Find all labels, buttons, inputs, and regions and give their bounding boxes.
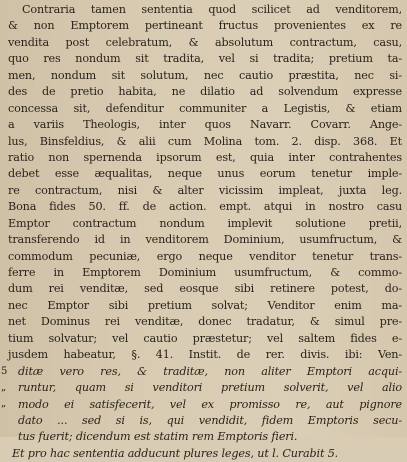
text-line: dato ... sed si is, qui vendidit, fidem Emptoris secu-: [18, 413, 402, 427]
text-line: nec Emptor sibi pretium solvat; Venditor enim ma-: [8, 298, 402, 312]
text-line: runtur, quam si venditori pretium solverit, vel alio: [18, 381, 402, 395]
text-line: Contraria tamen sententia quod scilicet ad venditorem,: [22, 3, 402, 16]
text-line: ferre in Emptorem Dominium usumfructum, & commo-: [8, 266, 402, 279]
text-line: men, nondum sit solutum, nec cautio præstita, nec si-: [8, 68, 402, 82]
text-line: tus fuerit; dicendum est statim rem Emptoris fieri.: [18, 430, 298, 444]
text-line: debet esse æqualitas, neque unus eorum tenetur imple-: [8, 167, 402, 181]
text-line: Emptor contractum nondum implevit solutione pretii,: [8, 216, 402, 230]
text-line: Et pro hac sententia adducunt plures leges, ut l. Curabit 5.: [12, 446, 339, 460]
text-line: des de pretio habita, ne dilatio ad solvendum expresse: [8, 85, 402, 99]
text-line: ditæ vero res, & traditæ, non aliter Emptori acqui-: [18, 364, 402, 378]
text-line: net Dominus rei venditæ, donec tradatur, & simul pre-: [8, 315, 402, 329]
text-line: & non Emptorem pertineant fructus provenientes ex re: [8, 19, 402, 33]
margin-quote: „: [1, 398, 7, 409]
text-line: transferendo id in venditorem Dominium, usumfructum, &: [8, 233, 402, 247]
text-line: Bona fides 50. ff. de action. empt. atqui in nostro casu: [8, 200, 402, 214]
text-line: jusdem habeatur, §. 41. Instit. de rer. divis. ibi: Ven-: [8, 348, 402, 362]
text-line: dum rei venditæ, sed eosque sibi retinere potest, do-: [8, 282, 402, 296]
text-line: re contractum, nisi & alter vicissim impleat, juxta leg.: [8, 183, 402, 197]
text-line: a variis Theologis, inter quos Navarr. Covarr. Ange-: [8, 118, 402, 132]
text-line: ratio non spernenda ipsorum est, quia inter contrahentes: [8, 150, 402, 164]
margin-number: 5: [1, 366, 8, 377]
text-line: concessa sit, defenditur communiter a Legistis, & etiam: [8, 101, 402, 115]
text-line: vendita post celebratum, & absolutum contractum, casu,: [8, 35, 402, 49]
text-line: commodum pecuniæ, ergo neque venditor tenetur trans-: [8, 249, 402, 263]
margin-quote: „: [1, 382, 7, 393]
text-line: lus, Binsfeldius, & alii cum Molina tom. 2. disp. 368. Et: [8, 134, 402, 148]
text-line: modo ei satisfecerit, vel ex promisso re, aut pignore: [18, 397, 402, 411]
document-body: [8, 2, 402, 462]
text-line: tium solvatur; vel cautio præstetur; vel saltem fides e-: [8, 331, 402, 345]
text-line: quo res nondum sit tradita, vel si tradita; pretium ta-: [8, 52, 402, 66]
